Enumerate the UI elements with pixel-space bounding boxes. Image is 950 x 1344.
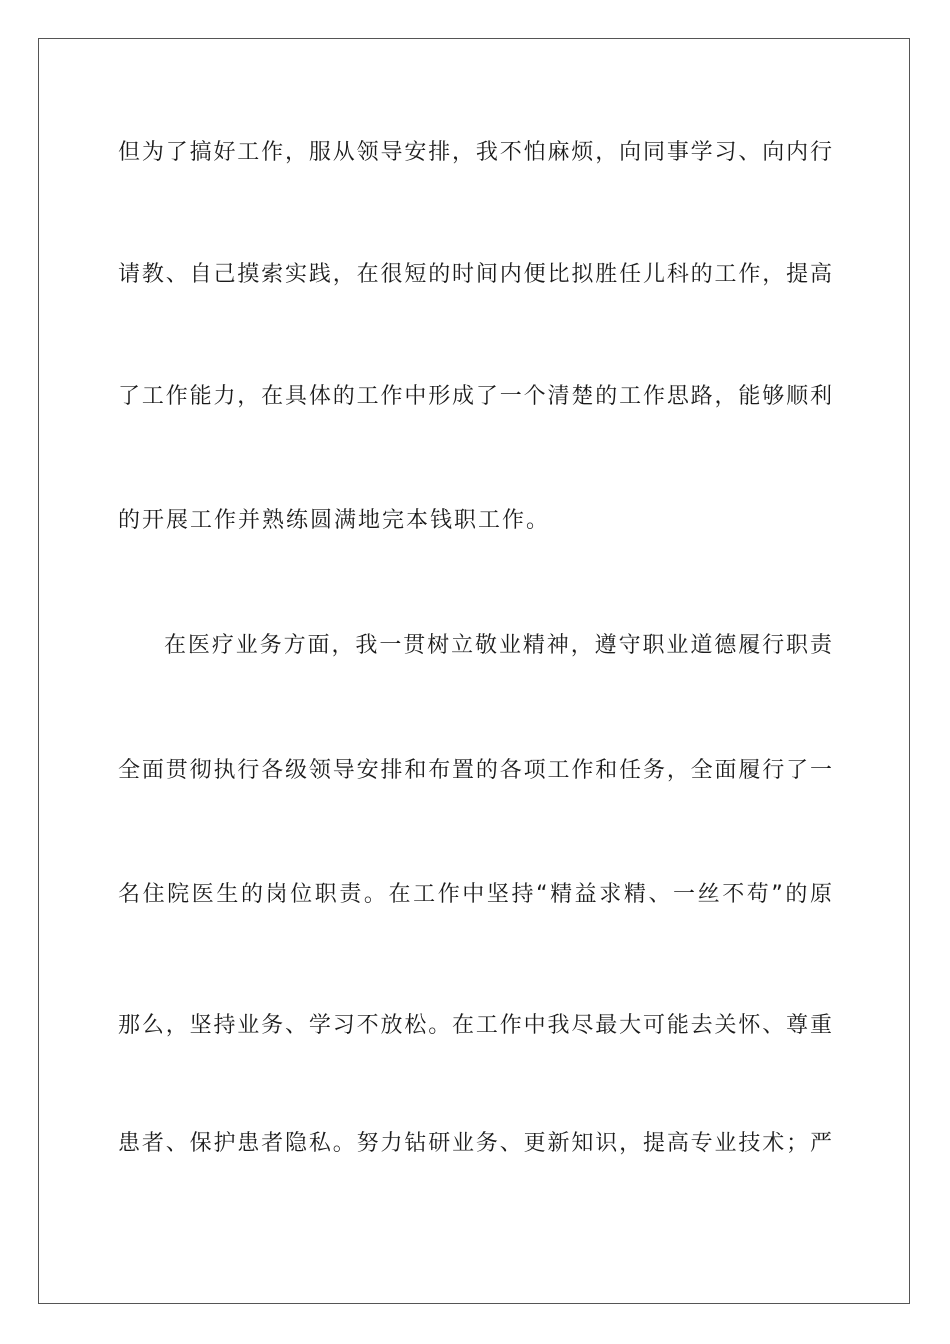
- paragraph-line-3: 了工作能力，在具体的工作中形成了一个清楚的工作思路，能够顺利: [118, 384, 832, 409]
- paragraph-2-line-2: 全面贯彻执行各级领导安排和布置的各项工作和任务，全面履行了一: [118, 758, 832, 783]
- paragraph-line-2: 请教、自己摸索实践，在很短的时间内便比拟胜任儿科的工作，提高: [118, 262, 832, 287]
- paragraph-2-line-4: 那么，坚持业务、学习不放松。在工作中我尽最大可能去关怀、尊重: [118, 1013, 832, 1038]
- paragraph-2-line-5: 患者、保护患者隐私。努力钻研业务、更新知识，提高专业技术；严: [118, 1131, 832, 1156]
- paragraph-2-line-3: 名住院医生的岗位职责。在工作中坚持“精益求精、一丝不苟”的原: [118, 882, 832, 907]
- paragraph-line-1: 但为了搞好工作，服从领导安排，我不怕麻烦，向同事学习、向内行: [118, 140, 832, 165]
- paragraph-line-4: 的开展工作并熟练圆满地完本钱职工作。: [118, 508, 551, 533]
- paragraph-2-line-1: 在医疗业务方面，我一贯树立敬业精神，遵守职业道德履行职责: [164, 633, 832, 658]
- page-border: [38, 38, 910, 1304]
